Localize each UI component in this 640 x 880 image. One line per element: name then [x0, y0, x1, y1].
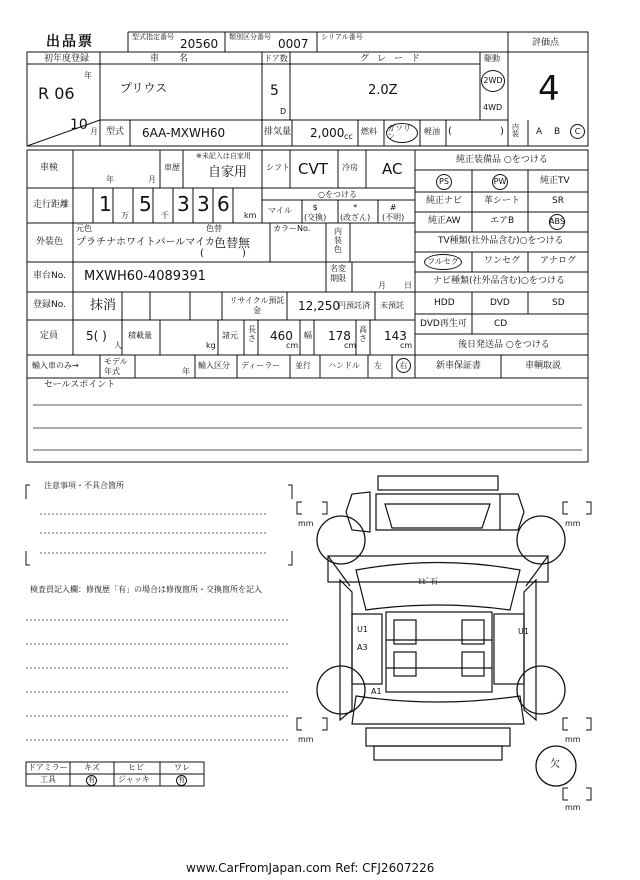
- load-unit: kg: [206, 341, 216, 350]
- handle-left: 左: [374, 361, 382, 370]
- chassis-value: MXWH60-4089391: [84, 269, 206, 284]
- capacity-value: 5( ): [86, 329, 107, 343]
- recycle-paid: 円預託済: [338, 301, 370, 310]
- nav-header: ナビ種類(社外品含む)○をつける: [433, 276, 565, 286]
- category-label: 類別区分番号: [229, 33, 271, 41]
- damage-a1: A1: [371, 687, 382, 696]
- later-manual: 車輌取説: [525, 361, 562, 371]
- mileage-man: 万: [121, 211, 129, 220]
- doors-value: 5: [270, 83, 279, 99]
- color-change-value: 色替無: [214, 236, 251, 250]
- equip-leather: 革シート: [484, 196, 521, 206]
- mileage-sen: 千: [161, 211, 169, 220]
- mileage-km: km: [244, 211, 257, 220]
- model-value: 6AA-MXWH60: [142, 126, 226, 140]
- form-title: 出品票: [46, 34, 94, 50]
- history-note: ※未記入は自家用: [196, 152, 251, 160]
- legend-jack-yes: 有: [178, 776, 185, 784]
- legend-mirror: ドアミラー: [28, 763, 68, 772]
- fuel-paren-close: ): [500, 126, 504, 137]
- length-value: 460: [270, 329, 293, 343]
- nav-sd: SD: [552, 298, 565, 308]
- color-no-label: カラーNo.: [273, 224, 311, 233]
- displacement-value: 2,000: [310, 126, 345, 140]
- length-unit: cm: [286, 341, 299, 350]
- equip-sr: SR: [552, 196, 564, 206]
- name-change-day: 日: [404, 281, 412, 290]
- sales-point-label: セールスポイント: [44, 380, 116, 390]
- spec-label: 諸元: [222, 331, 238, 340]
- later-header: 後日発送品 ○をつける: [458, 340, 550, 350]
- recycle-value: 12,250: [298, 299, 340, 313]
- notes-title: 注意事項・不具合箇所: [44, 481, 124, 490]
- type-no: 20560: [180, 37, 219, 51]
- equip-pw: PW: [492, 174, 508, 190]
- mileage-digit-2: 5: [139, 192, 152, 216]
- import-dealer: ディーラー: [241, 361, 281, 370]
- ac-label: 冷房: [342, 163, 358, 172]
- mileage-digit-3: 3: [177, 192, 190, 216]
- height-label: 高さ: [359, 325, 367, 343]
- mileage-digit-1: 1: [99, 192, 112, 216]
- category-no: 0007: [278, 37, 309, 51]
- type-no-label: 型式指定番号: [132, 33, 174, 41]
- equip-tv: 純正TV: [540, 176, 570, 186]
- tv-header: TV種類(社外品含む)○をつける: [438, 236, 564, 246]
- capacity-unit: 人: [114, 341, 122, 350]
- history-value: 自家用: [208, 165, 248, 180]
- chassis-label: 車台No.: [33, 271, 66, 281]
- legend-tools: 工具: [40, 775, 56, 784]
- orig-color-value: プラチナホワイトパールマイカ: [76, 237, 215, 248]
- equip-aw: 純正AW: [428, 216, 461, 226]
- import-division-label: 輸入区分: [198, 361, 230, 370]
- mileage-circle-note: ○をつける: [318, 190, 357, 199]
- interior-label: 内装: [512, 123, 519, 138]
- name-change-month: 月: [378, 281, 386, 290]
- fuel-diesel: 軽油: [424, 127, 440, 136]
- tire-fl-unit: mm: [298, 519, 314, 528]
- recycle-label: リサイクル預託金: [229, 296, 285, 315]
- shift-value: CVT: [298, 160, 328, 178]
- width-unit: cm: [344, 341, 357, 350]
- spare-unit: mm: [565, 803, 581, 812]
- tv-oneseg: ワンセグ: [484, 256, 521, 266]
- drive-4wd: 4WD: [483, 103, 503, 112]
- nav-cd: CD: [494, 319, 508, 329]
- legend-crack: ヒビ: [128, 763, 144, 772]
- model-year-label: モデル年式: [104, 357, 128, 376]
- mileage-unknown: # (不明): [382, 203, 405, 222]
- grade-label: グレード: [360, 54, 429, 64]
- shaken-label: 車検: [40, 163, 59, 173]
- legend-break: ワレ: [174, 763, 190, 772]
- fuel-gasoline: ガソリン: [386, 123, 418, 143]
- legend-jack: ジャッキ: [118, 775, 150, 784]
- doors-d: D: [280, 107, 287, 116]
- car-name-label: 車名: [150, 54, 209, 64]
- doors-label: ドア数: [264, 54, 288, 63]
- rating-label: 評価点: [532, 38, 560, 48]
- legend-scratch: キズ: [84, 763, 100, 772]
- equip-airbag: エアB: [490, 216, 515, 226]
- height-value: 143: [384, 329, 407, 343]
- tire-rr-unit: mm: [565, 735, 581, 744]
- tire-fr-unit: mm: [565, 519, 581, 528]
- nav-hdd: HDD: [434, 298, 455, 308]
- mileage-label: 走行距離: [33, 200, 70, 210]
- tv-fullseg: フルセグ: [424, 254, 462, 270]
- spare-missing: 欠: [550, 759, 560, 770]
- first-reg-label: 初年度登録: [44, 54, 90, 64]
- later-warranty: 新車保証書: [436, 361, 482, 371]
- drive-label: 駆動: [484, 54, 500, 63]
- interior-c: C: [570, 124, 585, 139]
- width-value: 178: [328, 329, 351, 343]
- nav-dvd-play: DVD再生可: [420, 319, 467, 329]
- model-year-unit: 年: [182, 367, 190, 376]
- damage-u1-left: U1: [357, 625, 368, 634]
- recycle-unpaid: 未預託: [380, 301, 404, 310]
- month-unit: 月: [90, 127, 98, 136]
- rating-value: 4: [538, 69, 560, 109]
- color-paren: ( ): [200, 248, 246, 259]
- nav-dvd: DVD: [490, 298, 510, 308]
- shaken-year: 年: [106, 175, 114, 184]
- reg-no-label: 登録No.: [33, 300, 66, 310]
- history-label: 車歴: [164, 163, 180, 172]
- tv-analog: アナログ: [540, 256, 577, 266]
- year-unit: 年: [84, 71, 92, 80]
- inspector-note: 検査員記入欄：修復歴「有」の場合は修復箇所・交換箇所を記入: [30, 585, 262, 594]
- tire-rl-unit: mm: [298, 735, 314, 744]
- displacement-label: 排気量: [264, 127, 292, 137]
- capacity-label: 定員: [40, 331, 59, 341]
- cc-unit: cc: [344, 132, 353, 141]
- shift-label: シフト: [266, 163, 290, 172]
- damage-u1-right: U1: [518, 627, 529, 636]
- mileage-digit-4: 3: [197, 192, 210, 216]
- interior-b: B: [554, 127, 561, 137]
- reg-month: 10: [70, 117, 88, 133]
- reg-era: R 06: [38, 84, 75, 103]
- fuel-label: 燃料: [361, 127, 377, 136]
- handle-right: 右: [396, 358, 411, 373]
- height-unit: cm: [400, 341, 413, 350]
- mileage-modified: * (改ざん): [340, 203, 371, 222]
- equip-ps: PS: [436, 174, 452, 190]
- ac-value: AC: [382, 160, 403, 178]
- serial-label: シリアル番号: [321, 33, 363, 41]
- damage-chip: ﾋﾋﾞ石: [418, 577, 438, 586]
- interior-a: A: [536, 127, 543, 137]
- load-label: 積載量: [128, 331, 152, 340]
- mileage-exchange: $ (交換): [304, 203, 327, 222]
- equip-navi: 純正ナビ: [426, 196, 463, 206]
- import-parallel: 並行: [295, 361, 311, 370]
- drive-2wd: 2WD: [481, 70, 505, 92]
- grade-value: 2.0Z: [368, 83, 398, 98]
- mileage-digit-5: 6: [217, 192, 230, 216]
- fuel-paren: (: [448, 126, 452, 137]
- mileage-mile: マイル: [268, 206, 292, 215]
- equip-header: 純正装備品 ○をつける: [456, 155, 548, 165]
- reg-no-value: 抹消: [90, 298, 117, 313]
- legend-tools-yes: 有: [88, 776, 95, 784]
- footer-ref: www.CarFromJapan.com Ref: CFJ2607226: [186, 861, 435, 875]
- handle-label: ハンドル: [328, 361, 360, 370]
- damage-a3: A3: [357, 643, 368, 652]
- interior-color-label: 内装色: [334, 227, 342, 254]
- shaken-month: 月: [148, 175, 156, 184]
- width-label: 幅: [304, 331, 312, 340]
- equip-abs: ABS: [549, 214, 565, 230]
- model-label: 型式: [106, 127, 125, 137]
- import-label: 輸入車のみ→: [32, 361, 79, 370]
- length-label: 長さ: [248, 325, 256, 343]
- orig-color-label: 元色: [76, 224, 92, 233]
- color-change-label: 色替: [206, 224, 222, 233]
- car-name: プリウス: [120, 81, 168, 95]
- name-change-label: 名変期限: [330, 264, 346, 283]
- color-label: 外装色: [36, 237, 64, 247]
